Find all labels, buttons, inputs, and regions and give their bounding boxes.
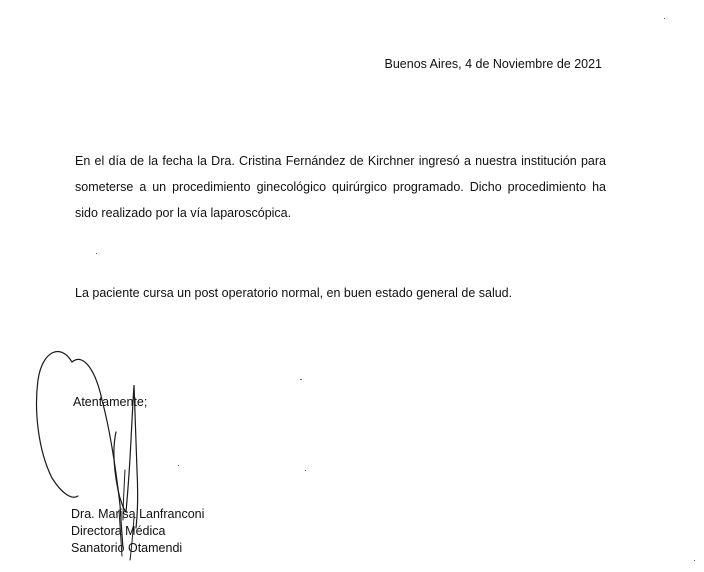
scan-speck [694, 560, 695, 561]
body-paragraph-2: La paciente cursa un post operatorio normal, en buen estado general de salud. [75, 286, 513, 300]
date-line: Buenos Aires, 4 de Noviembre de 2021 [384, 57, 602, 71]
signatory-block [71, 506, 204, 557]
signatory-institution: Sanatorio Otamendi [71, 541, 183, 555]
signatory-title: Directora Médica [71, 524, 166, 538]
scan-speck [300, 379, 302, 380]
signatory-name: Dra. Marisa Lanfranconi [71, 507, 205, 521]
scan-speck [305, 470, 306, 471]
closing-salutation: Atentamente; [73, 395, 148, 409]
scan-speck [178, 465, 179, 466]
body-paragraph-1: En el día de la fecha la Dra. Cristina Fernández de Kirchner ingresó a nuestra institución para someterse a un procedimiento ginecológico quirúrgico programado. Dicho procedimiento ha sido realizado por la vía laparoscópica. [75, 154, 606, 220]
scan-speck [96, 253, 97, 254]
scan-speck [664, 18, 665, 19]
